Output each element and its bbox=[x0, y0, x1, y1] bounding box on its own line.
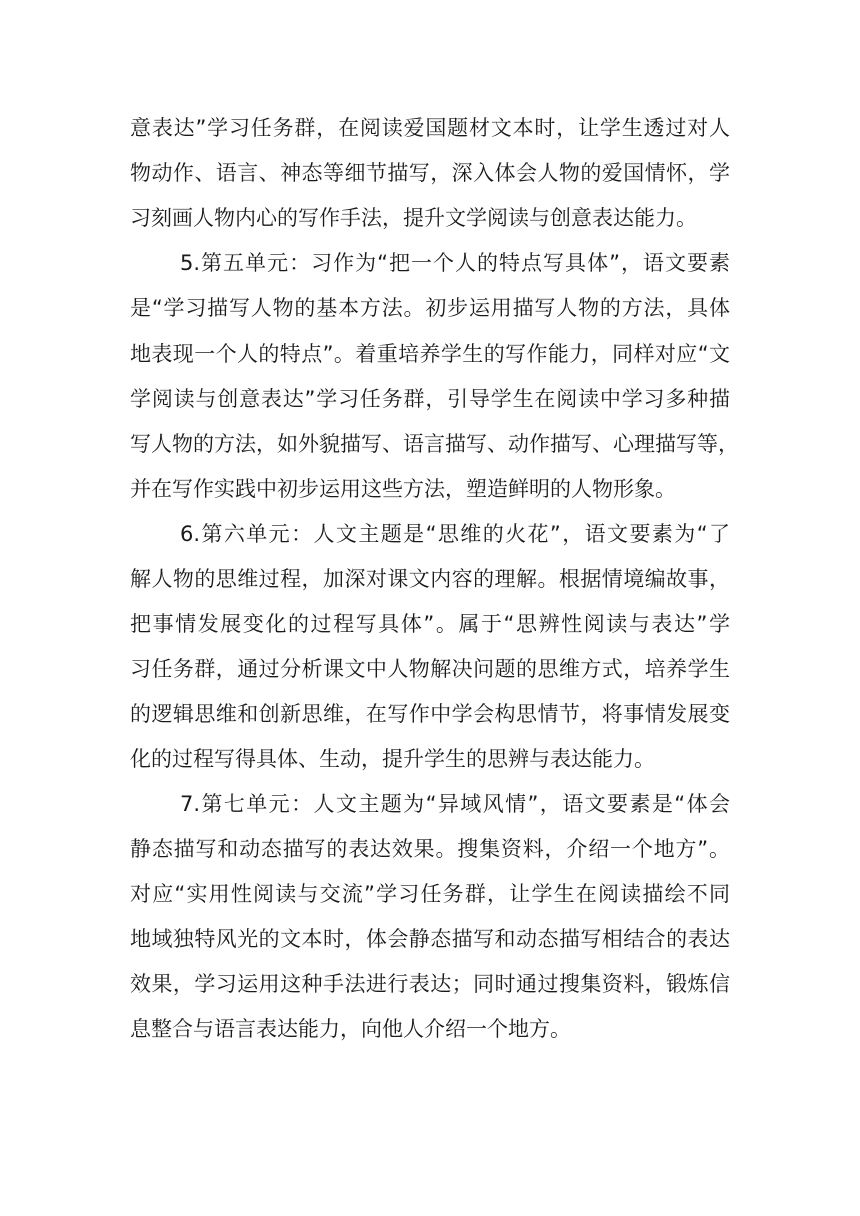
text-line: 对应“实用性阅读与交流”学习任务群，让学生在阅读描绘不同 bbox=[130, 882, 730, 906]
text-line: 的逻辑思维和创新思维，在写作中学会构思情节，将事情发展变 bbox=[130, 702, 730, 726]
text-line: 化的过程写得具体、生动，提升学生的思辨与表达能力。 bbox=[130, 747, 655, 771]
text-line: 并在写作实践中初步运用这些方法，塑造鲜明的人物形象。 bbox=[130, 477, 676, 501]
text-line: 地域独特风光的文本时，体会静态描写和动态描写相结合的表达 bbox=[130, 927, 730, 951]
text-line: 5.第五单元：习作为“把一个人的特点写具体”，语文要素 bbox=[180, 251, 730, 275]
text-line: 学阅读与创意表达”学习任务群，引导学生在阅读中学习多种描 bbox=[130, 387, 730, 411]
text-line: 习任务群，通过分析课文中人物解决问题的思维方式，培养学生 bbox=[130, 657, 730, 681]
text-line: 7.第七单元：人文主题为“异域风情”，语文要素是“体会 bbox=[180, 792, 730, 816]
text-line: 写人物的方法，如外貌描写、语言描写、动作描写、心理描写等， bbox=[130, 432, 739, 456]
text-line: 6.第六单元：人文主题是“思维的火花”，语文要素为“了 bbox=[180, 522, 730, 546]
text-line: 息整合与语言表达能力，向他人介绍一个地方。 bbox=[130, 1017, 571, 1041]
text-line: 地表现一个人的特点”。着重培养学生的写作能力，同样对应“文 bbox=[130, 342, 730, 366]
text-line: 习刻画人物内心的写作手法，提升文学阅读与创意表达能力。 bbox=[130, 206, 697, 230]
text-line: 物动作、语言、神态等细节描写，深入体会人物的爱国情怀，学 bbox=[130, 161, 730, 185]
text-line: 效果，学习运用这种手法进行表达；同时通过搜集资料，锻炼信 bbox=[130, 972, 730, 996]
text-line: 静态描写和动态描写的表达效果。搜集资料，介绍一个地方”。 bbox=[130, 837, 730, 861]
text-line: 意表达”学习任务群，在阅读爱国题材文本时，让学生透过对人 bbox=[130, 116, 730, 140]
text-line: 是“学习描写人物的基本方法。初步运用描写人物的方法，具体 bbox=[130, 296, 730, 320]
text-line: 把事情发展变化的过程写具体”。属于“思辨性阅读与表达”学 bbox=[130, 612, 730, 636]
text-line: 解人物的思维过程，加深对课文内容的理解。根据情境编故事， bbox=[130, 567, 730, 591]
